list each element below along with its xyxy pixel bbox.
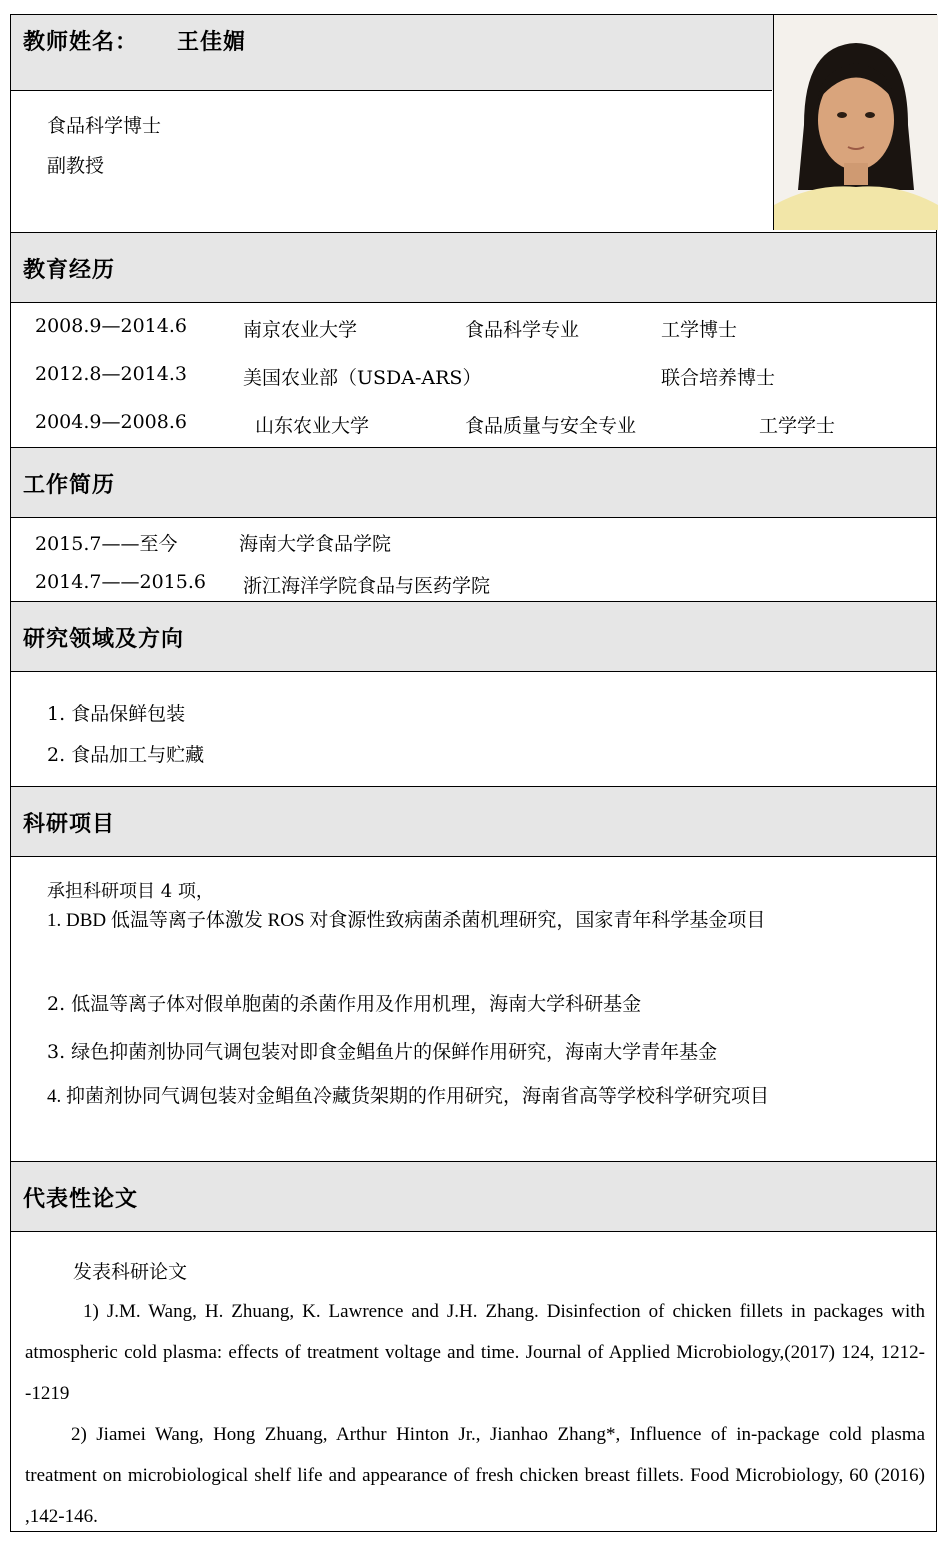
research-heading: 研究领域及方向 <box>23 627 185 652</box>
edu-school: 南京农业大学 <box>243 319 358 341</box>
project-item: 1. DBD 低温等离子体激发 ROS 对食源性致病菌杀菌机理研究，国家青年科学基金项目 <box>47 910 766 931</box>
divider <box>11 671 936 672</box>
work-org: 浙江海洋学院食品与医药学院 <box>243 575 491 597</box>
work-period: 2014.7——2015.6 <box>35 571 206 593</box>
name-header-band <box>11 15 773 90</box>
edu-school: 美国农业部（USDA-ARS） <box>243 367 482 389</box>
edu-period: 2004.9—2008.6 <box>35 411 187 433</box>
research-header <box>11 602 936 671</box>
work-heading: 工作简历 <box>23 473 116 498</box>
education-header <box>11 233 936 302</box>
papers-header <box>11 1162 936 1231</box>
name-label: 教师姓名： <box>23 30 139 55</box>
projects-intro: 承担科研项目 4 项， <box>47 881 214 902</box>
paper-item: 2) Jiamei Wang, Hong Zhuang, Arthur Hinton Jr., Jianhao Zhang*, Influence of in-package cold plasma treatment on microbiological shelf life and appearance of fresh chicken breast fillets. Food Microbiology, 60 (2016) ,142-146. <box>25 1424 925 1527</box>
edu-major: 食品质量与安全专业 <box>465 415 637 437</box>
project-item: 3. 绿色抑菌剂协同气调包装对即食金鲳鱼片的保鲜作用研究，海南大学青年基金 <box>47 1041 718 1063</box>
divider <box>11 856 936 857</box>
teacher-photo <box>773 15 938 230</box>
project-item: 2. 低温等离子体对假单胞菌的杀菌作用及作用机理，海南大学科研基金 <box>47 993 642 1015</box>
project-item: 4. 抑菌剂协同气调包装对金鲳鱼冷藏货架期的作用研究，海南省高等学校科学研究项目 <box>47 1086 770 1107</box>
divider <box>11 517 936 518</box>
research-item: 1. 食品保鲜包装 <box>47 703 186 725</box>
research-item: 2. 食品加工与贮藏 <box>47 744 205 766</box>
work-period: 2015.7——至今 <box>35 533 178 555</box>
degree-text: 食品科学博士 <box>47 115 162 137</box>
projects-header <box>11 787 936 856</box>
edu-major: 食品科学专业 <box>465 319 580 341</box>
work-org: 海南大学食品学院 <box>239 533 392 555</box>
edu-period: 2012.8—2014.3 <box>35 363 187 385</box>
projects-heading: 科研项目 <box>23 812 116 837</box>
edu-period: 2008.9—2014.6 <box>35 315 187 337</box>
edu-degree: 联合培养博士 <box>661 367 776 389</box>
papers-intro: 发表科研论文 <box>73 1261 188 1283</box>
divider <box>11 90 772 91</box>
divider <box>11 1231 936 1232</box>
title-text: 副教授 <box>47 155 105 177</box>
portrait-image <box>774 15 938 230</box>
teacher-profile-table <box>10 14 937 1532</box>
teacher-name: 王佳媚 <box>177 30 247 55</box>
education-heading: 教育经历 <box>23 258 116 283</box>
papers-heading: 代表性论文 <box>23 1187 139 1212</box>
work-header <box>11 448 936 517</box>
edu-degree: 工学博士 <box>661 319 738 341</box>
paper-item: 1) J.M. Wang, H. Zhuang, K. Lawrence and J.H. Zhang. Disinfection of chicken fillets in packages with atmospheric cold plasma: effects of treatment voltage and time. Journal of Applied Microbiology,(2017) 124, 1212--1219 <box>25 1301 925 1404</box>
edu-school: 山东农业大学 <box>255 415 370 437</box>
divider <box>11 302 936 303</box>
edu-degree: 工学学士 <box>759 415 836 437</box>
